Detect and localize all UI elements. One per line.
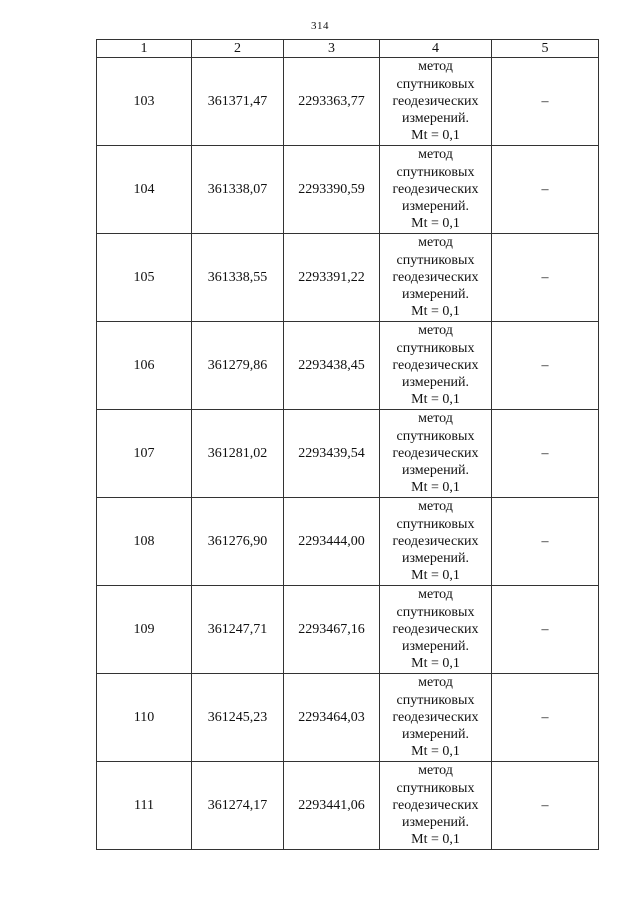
method-line: метод	[418, 587, 453, 603]
y-coordinate-cell: 2293438,45	[284, 322, 380, 410]
method-cell	[380, 234, 492, 322]
note-cell: –	[492, 322, 599, 410]
y-coordinate-cell: 2293464,03	[284, 674, 380, 762]
table-row	[97, 322, 599, 410]
note-cell: –	[492, 58, 599, 146]
method-line: геодезических	[392, 357, 479, 373]
header-row	[97, 40, 599, 58]
y-coordinate-cell: 2293391,22	[284, 234, 380, 322]
coordinates-table	[96, 39, 599, 850]
x-coordinate-cell: 361274,17	[192, 762, 284, 850]
x-coordinate-cell: 361338,55	[192, 234, 284, 322]
point-number-cell: 107	[97, 410, 192, 498]
method-line: метод	[418, 235, 453, 251]
method-line: спутниковых	[396, 340, 475, 356]
note-cell: –	[492, 234, 599, 322]
method-line: измерений.	[401, 463, 470, 479]
table-row	[97, 146, 599, 234]
point-number-cell: 104	[97, 146, 192, 234]
y-coordinate-cell: 2293441,06	[284, 762, 380, 850]
note-cell: –	[492, 586, 599, 674]
table-row	[97, 674, 599, 762]
y-coordinate-cell: 2293363,77	[284, 58, 380, 146]
method-cell	[380, 762, 492, 850]
y-coordinate-cell: 2293444,00	[284, 498, 380, 586]
method-cell	[380, 410, 492, 498]
table-row	[97, 410, 599, 498]
x-coordinate-cell: 361281,02	[192, 410, 284, 498]
accuracy-value: Mt = 0,1	[411, 480, 460, 496]
method-line: измерений.	[401, 639, 470, 655]
note-cell: –	[492, 410, 599, 498]
method-line: геодезических	[392, 533, 479, 549]
note-cell: –	[492, 146, 599, 234]
method-line: спутниковых	[396, 780, 475, 796]
method-line: измерений.	[401, 551, 470, 567]
accuracy-value: Mt = 0,1	[411, 392, 460, 408]
method-line: спутниковых	[396, 164, 475, 180]
note-cell: –	[492, 762, 599, 850]
table-row	[97, 58, 599, 146]
method-line: измерений.	[401, 111, 470, 127]
method-line: метод	[418, 59, 453, 75]
table-row	[97, 498, 599, 586]
y-coordinate-cell: 2293390,59	[284, 146, 380, 234]
method-line: геодезических	[392, 93, 479, 109]
accuracy-value: Mt = 0,1	[411, 744, 460, 760]
accuracy-value: Mt = 0,1	[411, 656, 460, 672]
accuracy-value: Mt = 0,1	[411, 304, 460, 320]
header-cell-4: 4	[380, 40, 492, 58]
point-number-cell: 111	[97, 762, 192, 850]
method-line: метод	[418, 323, 453, 339]
point-number-cell: 108	[97, 498, 192, 586]
y-coordinate-cell: 2293439,54	[284, 410, 380, 498]
header-cell-2: 2	[192, 40, 284, 58]
header-cell-5: 5	[492, 40, 599, 58]
method-line: спутниковых	[396, 692, 475, 708]
method-line: измерений.	[401, 727, 470, 743]
y-coordinate-cell: 2293467,16	[284, 586, 380, 674]
x-coordinate-cell: 361338,07	[192, 146, 284, 234]
method-line: спутниковых	[396, 516, 475, 532]
method-line: спутниковых	[396, 76, 475, 92]
method-line: спутниковых	[396, 604, 475, 620]
point-number-cell: 109	[97, 586, 192, 674]
x-coordinate-cell: 361276,90	[192, 498, 284, 586]
method-line: геодезических	[392, 181, 479, 197]
accuracy-value: Mt = 0,1	[411, 216, 460, 232]
method-cell	[380, 674, 492, 762]
method-cell	[380, 322, 492, 410]
point-number-cell: 106	[97, 322, 192, 410]
method-line: метод	[418, 147, 453, 163]
method-line: метод	[418, 675, 453, 691]
note-cell: –	[492, 498, 599, 586]
method-line: измерений.	[401, 199, 470, 215]
accuracy-value: Mt = 0,1	[411, 832, 460, 848]
page-number: 314	[311, 20, 329, 32]
method-cell	[380, 146, 492, 234]
method-line: спутниковых	[396, 252, 475, 268]
accuracy-value: Mt = 0,1	[411, 568, 460, 584]
header-cell-1: 1	[97, 40, 192, 58]
method-line: измерений.	[401, 375, 470, 391]
table-row	[97, 762, 599, 850]
note-cell: –	[492, 674, 599, 762]
method-cell	[380, 498, 492, 586]
method-line: метод	[418, 763, 453, 779]
method-line: измерений.	[401, 815, 470, 831]
table-row	[97, 234, 599, 322]
table-row	[97, 586, 599, 674]
method-cell	[380, 58, 492, 146]
table-body	[97, 58, 599, 850]
x-coordinate-cell: 361371,47	[192, 58, 284, 146]
x-coordinate-cell: 361247,71	[192, 586, 284, 674]
method-line: спутниковых	[396, 428, 475, 444]
method-line: геодезических	[392, 709, 479, 725]
method-line: измерений.	[401, 287, 470, 303]
point-number-cell: 105	[97, 234, 192, 322]
accuracy-value: Mt = 0,1	[411, 128, 460, 144]
method-line: геодезических	[392, 269, 479, 285]
header-cell-3: 3	[284, 40, 380, 58]
point-number-cell: 103	[97, 58, 192, 146]
method-line: геодезических	[392, 621, 479, 637]
method-line: геодезических	[392, 445, 479, 461]
x-coordinate-cell: 361245,23	[192, 674, 284, 762]
point-number-cell: 110	[97, 674, 192, 762]
method-line: геодезических	[392, 797, 479, 813]
method-line: метод	[418, 499, 453, 515]
method-cell	[380, 586, 492, 674]
x-coordinate-cell: 361279,86	[192, 322, 284, 410]
method-line: метод	[418, 411, 453, 427]
